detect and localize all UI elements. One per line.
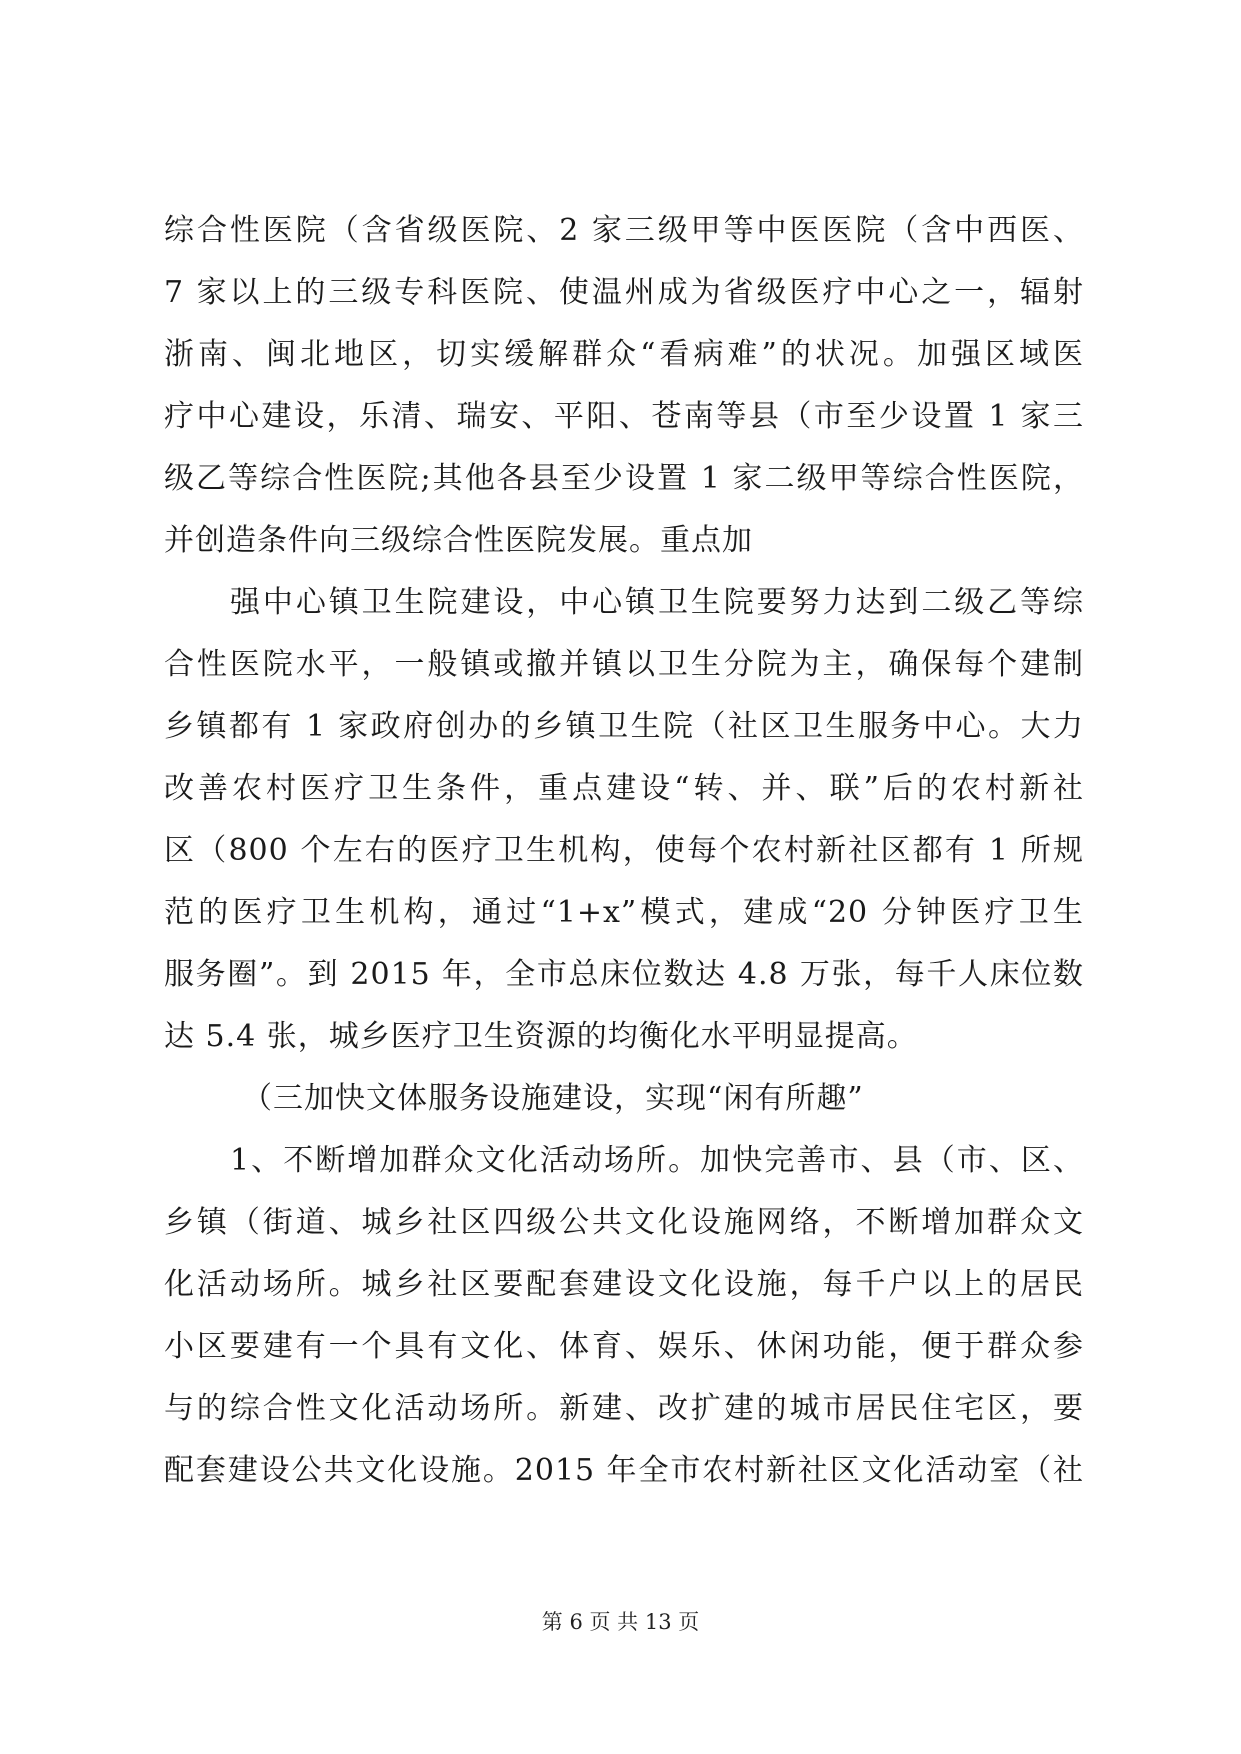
text-line: 达 5.4 张，城乡医疗卫生资源的均衡化水平明显提高。 — [164, 1019, 918, 1054]
text-line: 浙南、闽北地区，切实缓解群众“看病难”的状况。加强区域医 — [164, 337, 1084, 372]
page-number-footer: 第 6 页 共 13 页 — [541, 1610, 700, 1634]
text-line: 改善农村医疗卫生条件，重点建设“转、并、联”后的农村新社 — [164, 771, 1084, 806]
section-heading — [164, 1068, 1084, 1130]
text-line: 1、不断增加群众文化活动场所。加快完善市、县（市、区、 — [230, 1143, 1084, 1178]
text-line: 区（800 个左右的医疗卫生机构，使每个农村新社区都有 1 所规 — [164, 833, 1084, 868]
text-line: 乡镇（街道、城乡社区四级公共文化设施网络，不断增加群众文 — [164, 1205, 1084, 1240]
text-line: 范的医疗卫生机构，通过“1+x”模式，建成“20 分钟医疗卫生 — [164, 895, 1084, 930]
text-line: 疗中心建设，乐清、瑞安、平阳、苍南等县（市至少设置 1 家三 — [164, 399, 1084, 434]
text-line: 7 家以上的三级专科医院、使温州成为省级医疗中心之一，辐射 — [164, 275, 1084, 310]
text-line: 乡镇都有 1 家政府创办的乡镇卫生院（社区卫生服务中心。大力 — [164, 709, 1084, 744]
text-line: 配套建设公共文化设施。2015 年全市农村新社区文化活动室（社 — [164, 1453, 1084, 1488]
text-line: 并创造条件向三级综合性医院发展。重点加 — [164, 523, 753, 558]
text-line: （三加快文体服务设施建设，实现“闲有所趣” — [242, 1081, 864, 1116]
paragraph — [164, 1130, 1084, 1502]
text-line: 小区要建有一个具有文化、体育、娱乐、休闲功能，便于群众参 — [164, 1329, 1084, 1364]
text-line: 合性医院水平，一般镇或撤并镇以卫生分院为主，确保每个建制 — [164, 647, 1084, 682]
text-line: 级乙等综合性医院;其他各县至少设置 1 家二级甲等综合性医院， — [164, 461, 1084, 496]
text-line: 服务圈”。到 2015 年，全市总床位数达 4.8 万张，每千人床位数 — [164, 957, 1084, 992]
text-line: 强中心镇卫生院建设，中心镇卫生院要努力达到二级乙等综 — [230, 585, 1084, 620]
document-body — [164, 200, 1084, 1502]
text-line: 综合性医院（含省级医院、2 家三级甲等中医医院（含中西医、 — [164, 213, 1084, 248]
paragraph — [164, 572, 1084, 1068]
paragraph — [164, 200, 1084, 572]
text-line: 与的综合性文化活动场所。新建、改扩建的城市居民住宅区，要 — [164, 1391, 1084, 1426]
text-line: 化活动场所。城乡社区要配套建设文化设施，每千户以上的居民 — [164, 1267, 1084, 1302]
